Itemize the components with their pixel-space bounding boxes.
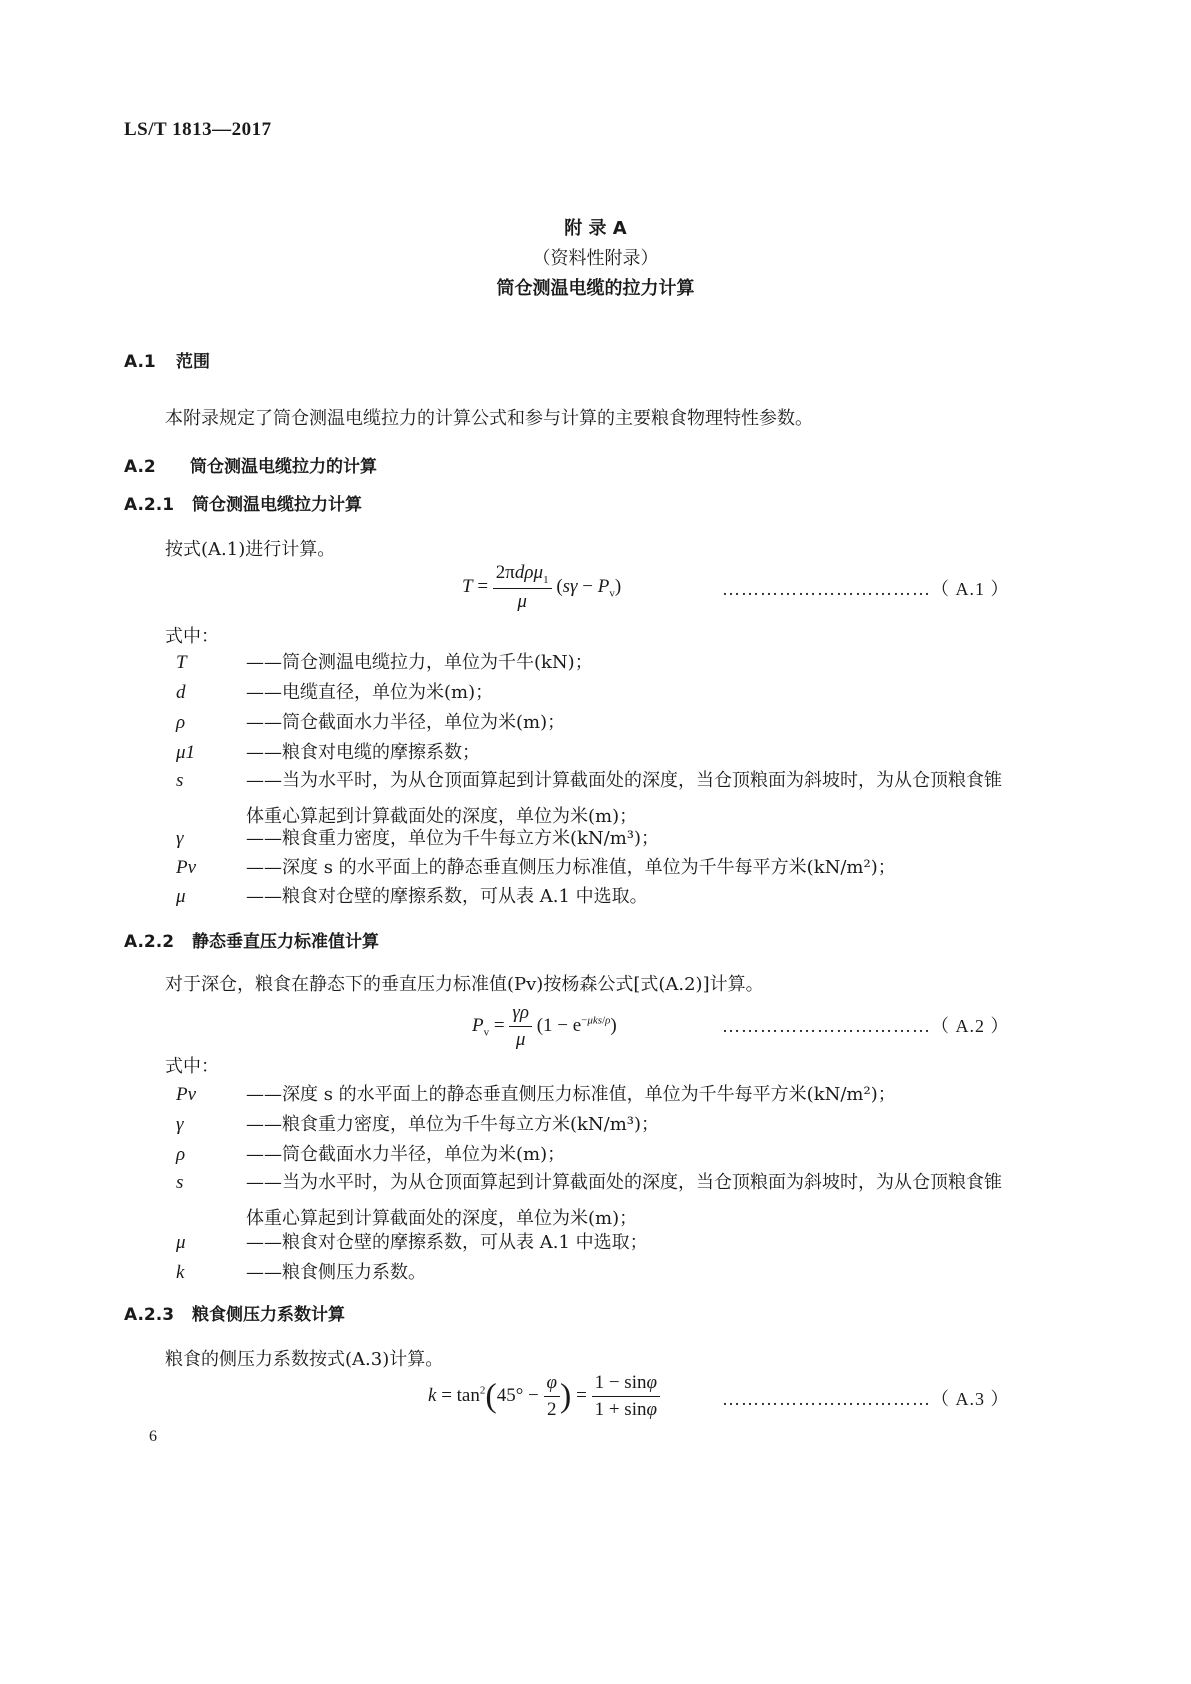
definition-text: ——粮食侧压力系数。 [246,1262,426,1283]
formula-a2-number: ……………………………（ A.2 ） [722,1016,1010,1036]
section-a1-heading: A.1 范围 [124,352,210,372]
definition-row [176,1168,1002,1230]
section-a23-intro: 粮食的侧压力系数按式(A.3)计算。 [165,1349,444,1370]
definition-row [176,1080,896,1106]
section-a22-heading: A.2.2 静态垂直压力标准值计算 [124,932,379,952]
definition-symbol: T [176,652,187,673]
definition-row [176,708,565,734]
definition-row [176,824,659,850]
definition-row [176,766,1002,828]
definition-text: ——粮食重力密度，单位为千牛每立方米(kN/m³)； [246,828,660,849]
definition-symbol: μ1 [176,742,196,763]
definition-row [176,648,593,674]
definition-symbol: s [176,770,184,791]
definition-continuation: 体重心算起到计算截面处的深度，单位为米(m)； [246,806,638,827]
definition-symbol: μ [176,886,186,907]
where-label-1: 式中： [165,626,219,647]
definition-row [176,1110,659,1136]
definition-symbol: γ [176,1114,184,1135]
section-a21-intro: 按式(A.1)进行计算。 [165,539,336,560]
appendix-subtitle: （资料性附录） [532,248,659,269]
definition-text: ——粮食对仓壁的摩擦系数，可从表 A.1 中选取； [246,1232,648,1253]
definition-row [176,1258,426,1284]
definition-symbol: Pv [176,1084,197,1105]
definition-continuation: 体重心算起到计算截面处的深度，单位为米(m)； [246,1208,638,1229]
section-a1-body: 本附录规定了筒仓测温电缆拉力的计算公式和参与计算的主要粮食物理特性参数。 [165,408,813,429]
section-a23-heading: A.2.3 粮食侧压力系数计算 [124,1305,345,1325]
definition-symbol: γ [176,828,184,849]
definition-row [176,853,896,879]
definition-symbol: k [176,1262,185,1283]
formula-a1-number: ……………………………（ A.1 ） [722,579,1010,599]
formula-a2: $P_v$ = $\frac{\gamma\rho}{\mu}$ $(1 - e^{-\mu ks/\rho})$ [472,1002,617,1050]
definition-symbol: s [176,1172,184,1193]
page-number: 6 [149,1428,157,1445]
definition-text: ——深度 s 的水平面上的静态垂直侧压力标准值，单位为千牛每平方米(kN/m²)； [246,857,896,878]
definition-text: ——筒仓截面水力半径，单位为米(m)； [246,712,566,733]
definition-text: ——筒仓截面水力半径，单位为米(m)； [246,1144,566,1165]
section-a2-heading: A.2 筒仓测温电缆拉力的计算 [124,457,377,477]
appendix-name: 筒仓测温电缆的拉力计算 [496,278,695,299]
definition-text: ——筒仓测温电缆拉力，单位为千牛(kN)； [246,652,593,673]
definition-symbol: d [176,682,186,703]
definition-text: ——粮食重力密度，单位为千牛每立方米(kN/m³)； [246,1114,660,1135]
formula-a3-number: ……………………………（ A.3 ） [722,1389,1010,1409]
definition-text: ——当为水平时，为从仓顶面算起到计算截面处的深度，当仓顶粮面为斜坡时，为从仓顶粮食锥 [246,1172,1002,1193]
definition-row [176,1228,648,1254]
definition-row [176,678,493,704]
where-label-2: 式中： [165,1056,219,1077]
standard-number: LS/T 1813—2017 [124,119,272,140]
section-a21-heading: A.2.1 筒仓测温电缆拉力计算 [124,495,362,515]
appendix-title: 附 录 A [564,218,627,239]
definition-text: ——粮食对电缆的摩擦系数； [246,742,480,763]
definition-symbol: μ [176,1232,186,1253]
definition-text: ——电缆直径，单位为米(m)； [246,682,494,703]
definition-symbol: Pv [176,857,197,878]
definition-row [176,1140,565,1166]
definition-row [176,738,480,764]
definition-symbol: ρ [176,712,186,733]
definition-text: ——当为水平时，为从仓顶面算起到计算截面处的深度，当仓顶粮面为斜坡时，为从仓顶粮食锥 [246,770,1002,791]
section-a22-intro: 对于深仓，粮食在静态下的垂直压力标准值(Pv)按杨森公式[式(A.2)]计算。 [165,974,764,995]
formula-a1: T = $\frac{2\pi d\rho\mu_1}{\mu}$ $(s\gamma - P_v)$ [462,562,622,612]
formula-a3: $k = \tan^2(45^\circ$ − $\frac{\varphi}{2}$ ) = $\frac{1 - \sin\varphi}{1 + \sin\varphi}$ [428,1372,660,1421]
definition-row [176,882,648,908]
definition-symbol: ρ [176,1144,186,1165]
definition-text: ——粮食对仓壁的摩擦系数，可从表 A.1 中选取。 [246,886,648,907]
definition-text: ——深度 s 的水平面上的静态垂直侧压力标准值，单位为千牛每平方米(kN/m²)； [246,1084,896,1105]
